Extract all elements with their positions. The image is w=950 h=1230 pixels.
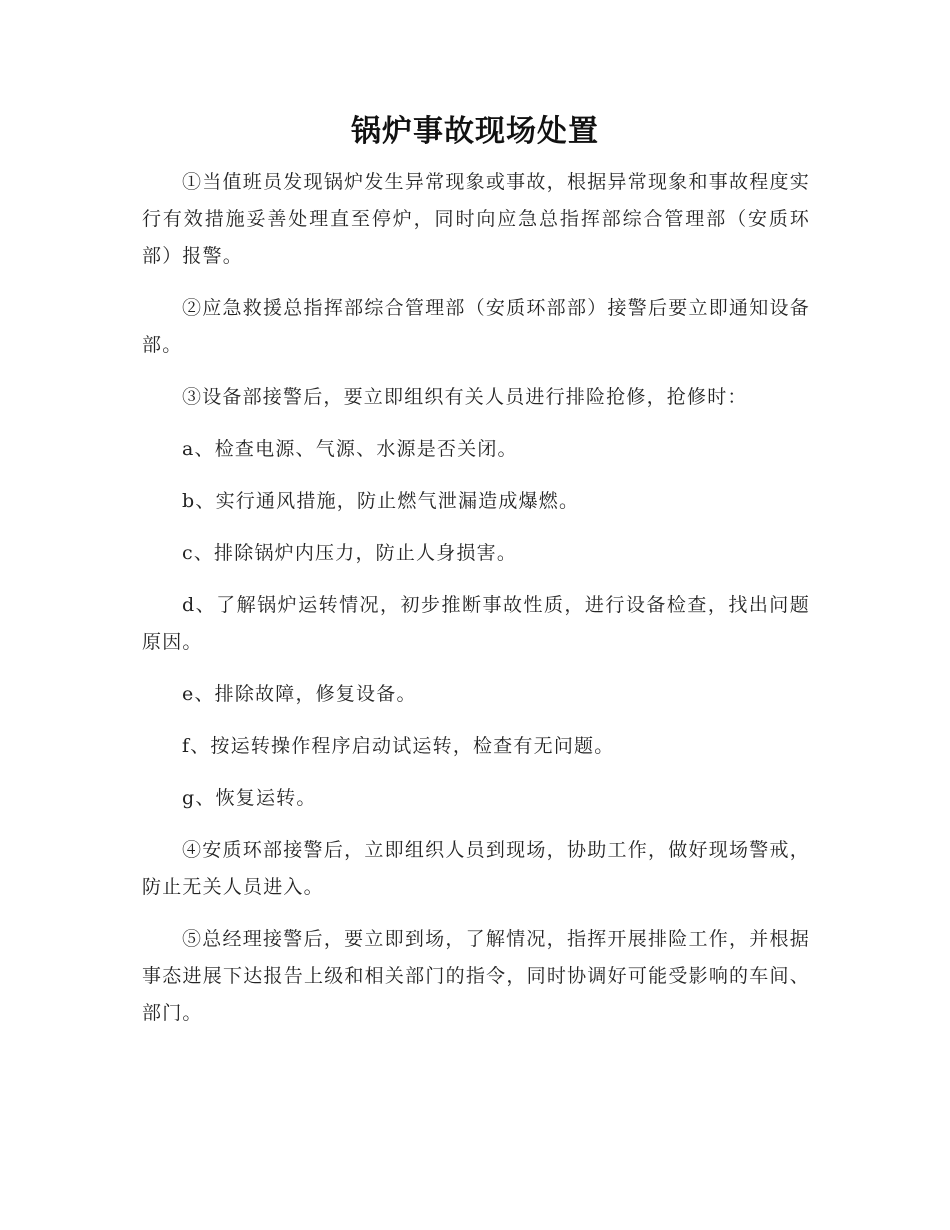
- paragraph-item-f: f、按运转操作程序启动试运转，检查有无问题。: [182, 735, 615, 757]
- paragraph-item-d: d、了解锅炉运转情况，初步推断事故性质，进行设备检查，找出问题原因。: [142, 594, 810, 653]
- paragraph-item-g: g、恢复运转。: [182, 787, 317, 809]
- paragraph-step-5: ⑤总经理接警后，要立即到场，了解情况，指挥开展排险工作，并根据事态进展下达报告上级和相关部门的指令，同时协调好可能受影响的车间、部门。: [142, 928, 810, 1024]
- document-title: 锅炉事故现场处置: [351, 114, 599, 149]
- paragraph-item-e: e、排除故障，修复设备。: [182, 683, 417, 705]
- paragraph-item-c: c、排除锅炉内压力，防止人身损害。: [182, 542, 518, 564]
- paragraph-step-1: ①当值班员发现锅炉发生异常现象或事故，根据异常现象和事故程度实行有效措施妥善处理直至停炉，同时向应急总指挥部综合管理部（安质环部）报警。: [142, 171, 810, 267]
- paragraph-step-2: ②应急救援总指挥部综合管理部（安质环部部）接警后要立即通知设备部。: [142, 297, 810, 356]
- paragraph-item-a: a、检查电源、气源、水源是否关闭。: [182, 438, 518, 460]
- document-body: [142, 164, 810, 1047]
- paragraph-item-b: b、实行通风措施，防止燃气泄漏造成爆燃。: [182, 490, 580, 512]
- paragraph-step-3: ③设备部接警后，要立即组织有关人员进行排险抢修，抢修时：: [182, 386, 748, 408]
- paragraph-step-4: ④安质环部接警后，立即组织人员到现场，协助工作，做好现场警戒，防止无关人员进入。: [142, 839, 810, 898]
